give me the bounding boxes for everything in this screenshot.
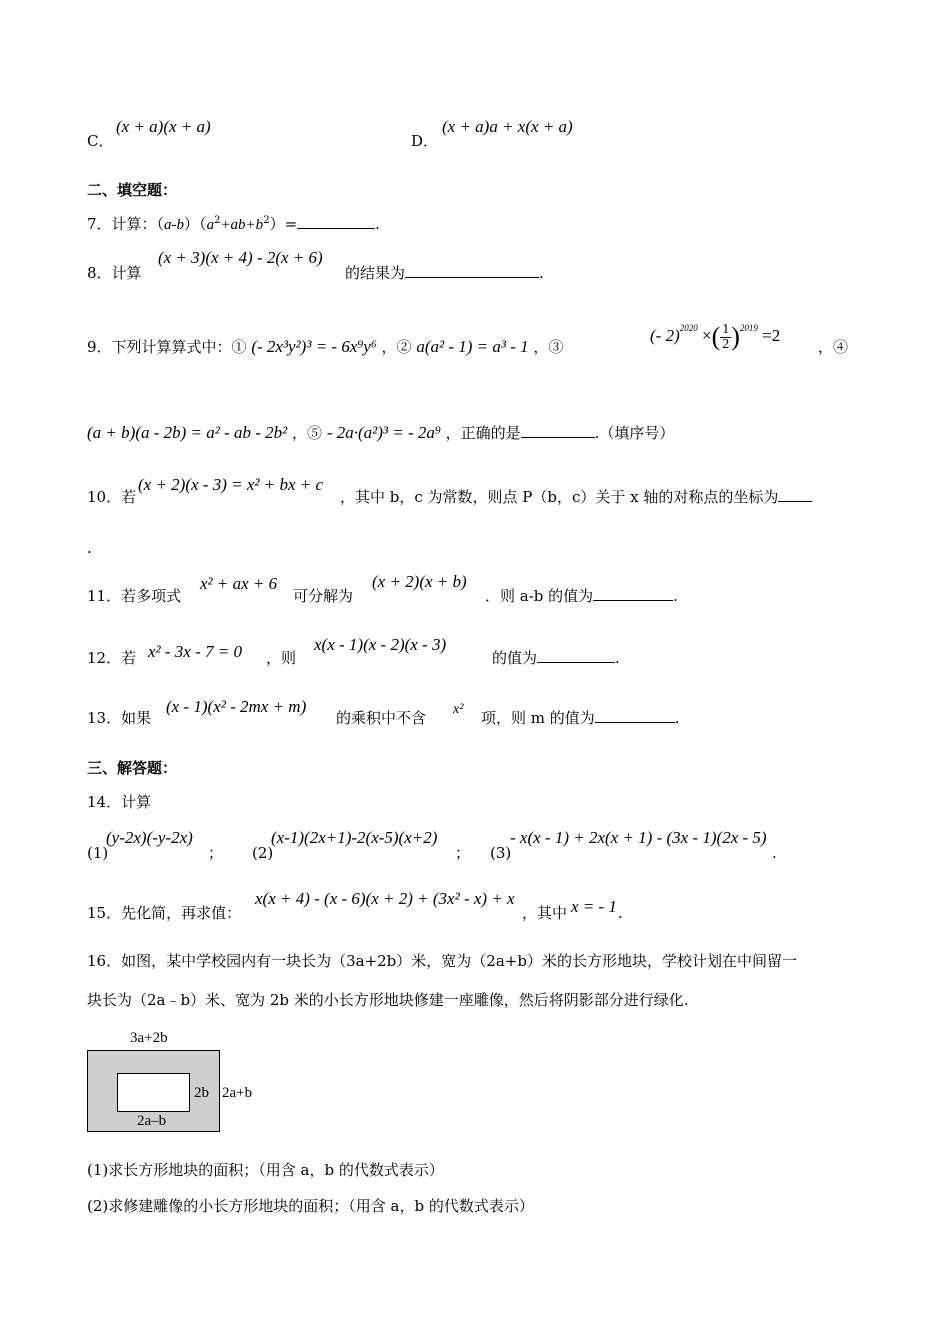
question-11-prefix: 11．若多项式 (87, 587, 182, 605)
question-10-prefix: 10．若 (87, 488, 137, 506)
q9-expr-3: (- 2)$^{2020}$ ×( $\frac{1}{2}$ )$^{2019}$ =2 (650, 321, 781, 352)
q10-answer-blank[interactable] (778, 487, 812, 502)
figure-label-inner-right: 2b (194, 1085, 209, 1101)
section-answer-heading: 三、解答题： (87, 759, 178, 777)
q9-text: ，正确的是 (445, 424, 521, 442)
question-13-expr-2: x² (453, 702, 464, 717)
q14-part-2-expr: (x-1)(2x+1)-2(x-5)(x+2) (271, 828, 438, 847)
question-15-expression: x(x + 4) - (x - 6)(x + 2) + (3x² - x) + x (255, 889, 515, 908)
q7-end: ）= (269, 215, 298, 233)
q9-expr-1: (- 2x³y²)³ = - 6x⁹y⁶ (251, 337, 377, 356)
inner-rectangle (117, 1073, 190, 1112)
question-15-condition: x = - 1 (571, 897, 617, 916)
q7-mid: ）（ (184, 215, 207, 233)
question-13-text-2 (481, 708, 680, 728)
q9-answer-blank[interactable] (521, 423, 595, 438)
question-10-text (340, 487, 812, 507)
q11-tail: . (673, 587, 678, 605)
question-10-expression: (x + 2)(x - 3) = x² + bx + c (138, 475, 324, 494)
question-13-prefix: 13．如果 (87, 709, 152, 727)
q14-part-3-label: (3) (490, 844, 512, 862)
question-16-sub-2: (2)求修建雕像的小长方形地块的面积；（用含 a，b 的代数式表示） (87, 1197, 534, 1215)
option-c-expression: (x + a)(x + a) (116, 117, 211, 136)
question-16-line-2: 块长为（2a﹣b）米、宽为 2b 米的小长方形地块修建一座雕像，然后将阴影部分进行绿化. (87, 991, 689, 1009)
question-11-text-1: 可分解为 (293, 587, 354, 605)
question-9-line-2 (87, 423, 674, 443)
q9-sep-4: ，④ (818, 338, 849, 356)
q12-text: 的值为 (492, 649, 538, 667)
option-c-label: C． (87, 132, 114, 150)
q12-answer-blank[interactable] (537, 648, 615, 663)
question-16-line-1: 16．如图，某中学校园内有一块长为（3a+2b）米，宽为（2a+b）米的长方形地块，学校计划在中间留一 (87, 952, 797, 970)
question-9-line-1 (87, 337, 563, 357)
q8-text: 的结果为 (345, 264, 406, 282)
q14-part-1-label: (1) (87, 844, 109, 862)
question-12-text-1: ，则 (266, 649, 297, 667)
question-11-expr-1: x² + ax + 6 (200, 574, 278, 593)
q9-sep-2: ，② (381, 338, 412, 356)
q7-answer-blank[interactable] (297, 214, 375, 229)
q11-text: ．则 a-b 的值为 (485, 587, 594, 605)
question-10-dot: . (87, 539, 92, 557)
question-12-prefix: 12．若 (87, 649, 137, 667)
figure-label-outer-right: 2a+b (222, 1085, 253, 1101)
q9-tail: .（填序号） (594, 424, 675, 442)
q7-tail: . (375, 215, 380, 233)
figure-label-top: 3a+2b (130, 1030, 168, 1046)
question-12-text-2 (492, 648, 620, 668)
question-7: 7．计算：$(a-b)(a^2+ab+b^2)=$ . (87, 215, 380, 233)
q9-frac-den: 2 (722, 336, 730, 352)
q9-e3-result: =2 (762, 326, 781, 345)
q11-answer-blank[interactable] (593, 586, 673, 601)
question-14-title: 14．计算 (87, 793, 152, 811)
q14-sep-2: ； (455, 844, 471, 862)
q9-expr-2: a(a² - 1) = a³ - 1 (416, 337, 529, 356)
question-16-sub-1: (1)求长方形地块的面积；（用含 a，b 的代数式表示） (87, 1161, 444, 1179)
q7-prefix: 7．计算：（ (87, 215, 165, 233)
question-11-expr-2: (x + 2)(x + b) (372, 572, 467, 591)
question-12-expr-2: x(x - 1)(x - 2)(x - 3) (314, 635, 447, 654)
q9-prefix: 9．下列计算算式中：① (87, 338, 247, 356)
q7-a: a-b (164, 217, 185, 233)
q9-frac-num: 1 (722, 321, 730, 337)
question-11-text-2 (485, 586, 678, 606)
q14-end: . (772, 844, 777, 862)
q9-expr-5: - 2a·(a²)³ = - 2a⁹ (326, 423, 441, 442)
question-8-answer (345, 263, 544, 283)
q9-e3-exp2: 2019 (739, 323, 758, 334)
question-8-expression: (x + 3)(x + 4) - 2(x + 6) (158, 248, 323, 267)
q14-part-1-expr: (y-2x)(-y-2x) (106, 828, 193, 847)
q7-c: +ab+b (220, 217, 264, 233)
q12-tail: . (615, 649, 620, 667)
q8-answer-blank[interactable] (405, 263, 539, 278)
q14-sep-1: ； (208, 844, 224, 862)
q7-b: a (206, 217, 215, 233)
q9-sep-5: ，⑤ (292, 424, 323, 442)
q13-answer-blank[interactable] (595, 708, 675, 723)
question-13-text-1: 的乘积中不含 (336, 709, 427, 727)
option-d-label: D． (411, 132, 439, 150)
q9-expr-4: (a + b)(a - 2b) = a² - ab - 2b² (87, 423, 288, 442)
option-c (87, 131, 113, 151)
q9-fraction (720, 323, 731, 352)
q14-part-2-label: (2) (252, 844, 274, 862)
question-8-prefix: 8．计算 (87, 264, 142, 282)
q13-tail: . (674, 709, 680, 727)
section-fill-in-heading: 二、填空题： (87, 181, 178, 199)
q14-part-3-expr: - x(x - 1) + 2x(x + 1) - (3x - 1)(2x - 5) (510, 828, 767, 847)
question-15-text: 15．先化简，再求值： (87, 904, 242, 922)
option-d-expression: (x + a)a + x(x + a) (442, 117, 573, 136)
option-d (411, 131, 438, 151)
question-15-end: . (618, 904, 623, 922)
figure-label-bottom: 2a–b (137, 1113, 167, 1129)
question-15-text-2: ，其中 (522, 904, 568, 922)
question-13-expr-1: (x - 1)(x² - 2mx + m) (166, 697, 307, 716)
q9-e3-base: (- 2) (650, 326, 680, 345)
q9-e3-times: × (701, 326, 712, 345)
q10-text: ，其中 b，c 为常数，则点 P（b，c）关于 x 轴的对称点的坐标为 (340, 488, 779, 506)
q13-text: 项，则 m 的值为 (481, 709, 595, 727)
q8-tail: . (539, 264, 544, 282)
question-12-expr-1: x² - 3x - 7 = 0 (148, 642, 242, 661)
q9-sep-3: ，③ (533, 338, 564, 356)
q9-e3-exp: 2020 (679, 323, 698, 334)
